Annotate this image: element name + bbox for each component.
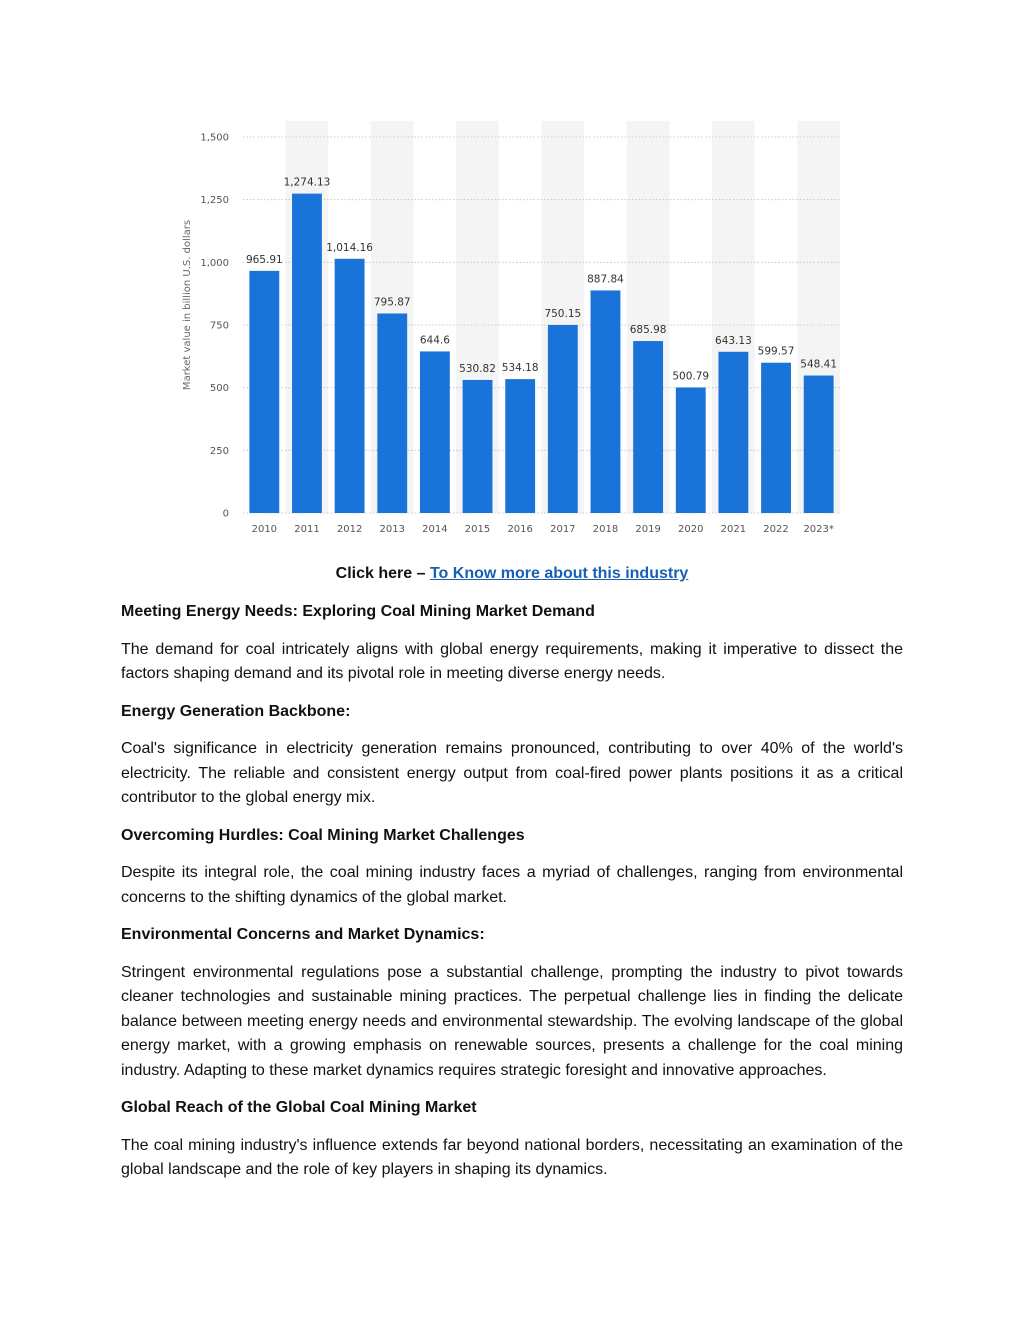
section-heading-backbone: Energy Generation Backbone: bbox=[121, 702, 351, 720]
y-tick-label: 750 bbox=[209, 320, 229, 332]
bar bbox=[676, 387, 706, 513]
bar bbox=[292, 194, 322, 513]
x-tick-label: 2015 bbox=[464, 524, 491, 535]
bar bbox=[591, 290, 621, 513]
y-axis-label: Market value in billion U.S. dollars bbox=[182, 219, 193, 391]
x-tick-label: 2020 bbox=[678, 524, 704, 535]
y-tick-label: 0 bbox=[222, 508, 229, 520]
bar bbox=[463, 380, 493, 513]
bar-value-label: 965.91 bbox=[245, 253, 283, 266]
x-tick-label: 2016 bbox=[507, 524, 533, 535]
know-more-link[interactable]: To Know more about this industry bbox=[429, 565, 689, 582]
paragraph-backbone: Coal's significance in electricity generation remains pronounced, contributing to over 40% of the world's electricity. The reliable and consistent energy output from coal-fired power plants positions it as a critical contributor to the global energy mix. bbox=[121, 740, 903, 806]
section-heading-environment: Environmental Concerns and Market Dynamics: bbox=[121, 926, 485, 943]
paragraph-demand: The demand for coal intricately aligns with global energy requirements, making it imperative to dissect the factors shaping demand and its pivotal role in meeting diverse energy needs. bbox=[121, 640, 903, 682]
bar bbox=[420, 351, 450, 513]
bar bbox=[249, 271, 279, 513]
x-tick-label: 2013 bbox=[379, 524, 405, 535]
y-tick-label: 1,000 bbox=[200, 257, 229, 269]
bar-value-label: 685.98 bbox=[629, 324, 667, 337]
x-tick-label: 2011 bbox=[294, 524, 320, 535]
x-tick-label: 2012 bbox=[336, 524, 363, 535]
bar bbox=[633, 341, 663, 513]
paragraph-global-reach: The coal mining industry's influence extends far beyond national borders, necessitating an examination of the global landscape and the role of key players in shaping its dynamics. bbox=[121, 1136, 903, 1178]
bar-value-label: 1,014.16 bbox=[326, 241, 373, 254]
bar-value-label: 599.57 bbox=[757, 345, 795, 358]
x-tick-label: 2023* bbox=[803, 524, 834, 535]
y-tick-label: 250 bbox=[209, 445, 229, 457]
bar bbox=[718, 352, 748, 513]
bar bbox=[548, 325, 578, 513]
section-heading-global-reach: Global Reach of the Global Coal Mining Market bbox=[121, 1099, 477, 1116]
x-tick-label: 2010 bbox=[251, 524, 278, 535]
click-here-text: Click here – bbox=[335, 565, 430, 582]
bar-value-label: 643.13 bbox=[715, 334, 752, 347]
section-heading-challenges: Overcoming Hurdles: Coal Mining Market Challenges bbox=[121, 826, 525, 844]
x-tick-label: 2018 bbox=[592, 524, 619, 535]
paragraph-challenges: Despite its integral role, the coal mining industry faces a myriad of challenges, ranging from environmental concerns to the shifting dynamics of the global market. bbox=[121, 864, 903, 906]
market-value-chart bbox=[175, 115, 860, 550]
bar bbox=[505, 379, 535, 513]
bar-value-label: 530.82 bbox=[459, 362, 496, 375]
y-tick-label: 1,500 bbox=[200, 132, 229, 144]
bar-value-label: 534.18 bbox=[501, 362, 539, 375]
article-body bbox=[121, 600, 903, 1183]
bar bbox=[804, 376, 834, 513]
x-tick-label: 2019 bbox=[635, 524, 661, 535]
bar-value-label: 795.87 bbox=[373, 296, 411, 309]
bar bbox=[335, 259, 365, 513]
x-tick-label: 2014 bbox=[422, 524, 448, 535]
link-line bbox=[121, 562, 903, 587]
y-tick-label: 1,250 bbox=[200, 195, 229, 207]
bar-value-label: 1,274.13 bbox=[283, 176, 331, 189]
paragraph-environment: Stringent environmental regulations pose a substantial challenge, prompting the industry to pivot towards cleaner technologies and sustainable mining practices. The perpetual challenge lies in finding the delicate balance between meeting energy needs and environmental stewardship. The evolving landscape of the global energy market, with a growing emphasis on renewable sources, presents a challenge for the coal mining industry. Adapting to these market dynamics requires strategic foresight and innovative approaches. bbox=[121, 963, 903, 1079]
bar-value-label: 750.15 bbox=[544, 307, 582, 320]
section-heading-demand: Meeting Energy Needs: Exploring Coal Mining Market Demand bbox=[121, 603, 595, 620]
x-tick-label: 2022 bbox=[763, 524, 789, 535]
bar bbox=[761, 363, 791, 513]
bar-value-label: 887.84 bbox=[587, 273, 624, 286]
bar-value-label: 644.6 bbox=[419, 334, 450, 347]
bar-value-label: 500.79 bbox=[672, 370, 710, 383]
bar-chart-svg bbox=[175, 115, 860, 550]
y-tick-label: 500 bbox=[209, 383, 229, 395]
x-tick-label: 2021 bbox=[720, 524, 747, 535]
bar-value-label: 548.41 bbox=[800, 358, 838, 371]
x-tick-label: 2017 bbox=[550, 524, 576, 535]
bar bbox=[377, 314, 407, 513]
